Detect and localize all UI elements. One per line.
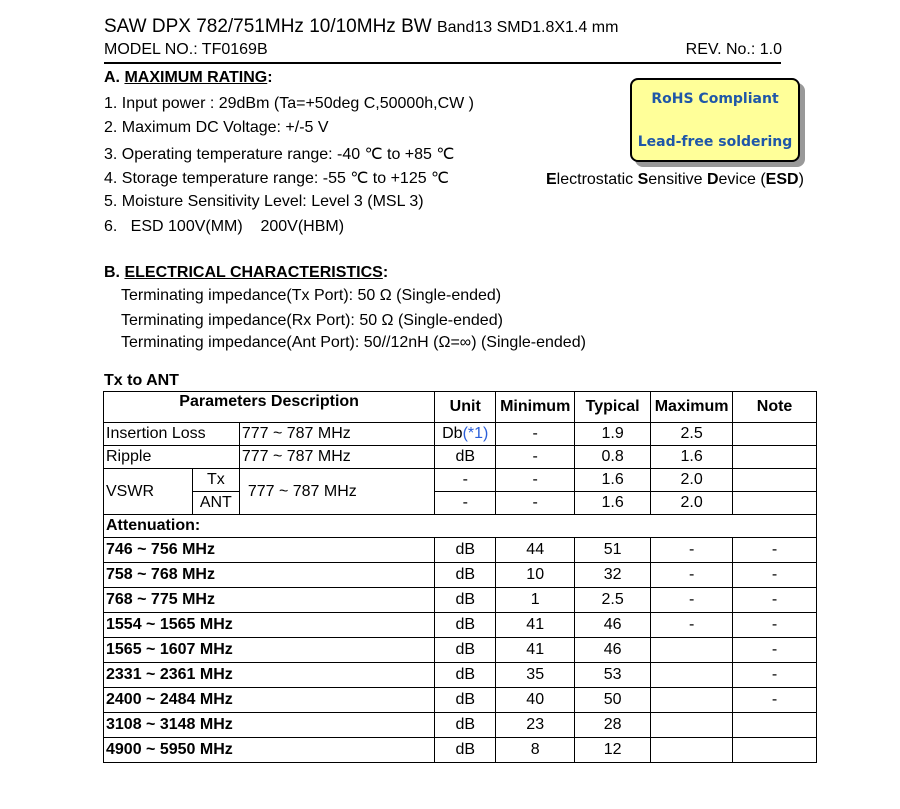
revision-number: REV. No.: 1.0 — [685, 41, 782, 58]
attenuation-typ: 32 — [575, 563, 651, 588]
attenuation-unit: dB — [435, 613, 496, 638]
attenuation-min: 35 — [496, 663, 575, 688]
attenuation-unit: dB — [435, 538, 496, 563]
attenuation-row — [104, 563, 817, 588]
param-max: 2.0 — [651, 492, 733, 515]
document-title — [104, 16, 618, 38]
attenuation-label: Attenuation: — [104, 515, 817, 538]
table-caption: Tx to ANT — [104, 372, 179, 389]
header-typical: Typical — [575, 392, 651, 423]
esd-text: lectrostatic — [556, 171, 638, 188]
attenuation-min: 10 — [496, 563, 575, 588]
param-freq: 777 ~ 787 MHz — [239, 469, 434, 515]
param-typ: 1.9 — [575, 423, 651, 446]
section-a-prefix: A. — [104, 69, 120, 86]
section-b-heading — [104, 264, 388, 282]
section-b-colon: : — [382, 264, 389, 281]
header-note: Note — [733, 392, 817, 423]
attenuation-note: - — [733, 538, 817, 563]
unit-text: Db — [442, 425, 463, 442]
section-a-title: MAXIMUM RATING — [124, 69, 268, 86]
attenuation-row — [104, 613, 817, 638]
rating-item: 5. Moisture Sensitivity Level: Level 3 (MSL 3) — [104, 193, 424, 210]
attenuation-unit: dB — [435, 738, 496, 763]
esd-text: ) — [798, 171, 804, 188]
table-row — [104, 446, 817, 469]
attenuation-freq: 1554 ~ 1565 MHz — [104, 613, 435, 638]
esd-text: ensitive — [648, 171, 707, 188]
table-row — [104, 469, 817, 492]
vswr-port: ANT — [192, 492, 239, 515]
attenuation-freq: 768 ~ 775 MHz — [104, 588, 435, 613]
table-row — [104, 423, 817, 446]
attenuation-note: - — [733, 638, 817, 663]
table-header-row — [104, 392, 817, 423]
attenuation-freq: 1565 ~ 1607 MHz — [104, 638, 435, 663]
attenuation-freq: 2331 ~ 2361 MHz — [104, 663, 435, 688]
attenuation-typ: 53 — [575, 663, 651, 688]
param-name: Ripple — [104, 446, 240, 469]
spec-table — [103, 391, 817, 763]
attenuation-min: 44 — [496, 538, 575, 563]
attenuation-freq: 2400 ~ 2484 MHz — [104, 688, 435, 713]
section-a-colon: : — [267, 69, 273, 86]
attenuation-unit: dB — [435, 588, 496, 613]
param-note — [733, 423, 817, 446]
header-parameters: Parameters Description — [104, 392, 435, 423]
attenuation-unit: dB — [435, 563, 496, 588]
attenuation-min: 1 — [496, 588, 575, 613]
attenuation-max — [651, 638, 733, 663]
attenuation-max: - — [651, 588, 733, 613]
header-divider — [104, 62, 781, 64]
header-minimum: Minimum — [496, 392, 575, 423]
attenuation-note — [733, 738, 817, 763]
attenuation-max: - — [651, 613, 733, 638]
param-max: 1.6 — [651, 446, 733, 469]
attenuation-typ: 51 — [575, 538, 651, 563]
attenuation-note: - — [733, 663, 817, 688]
esd-notice — [546, 171, 804, 189]
attenuation-max: - — [651, 538, 733, 563]
rating-item: 4. Storage temperature range: -55 ℃ to +125 ℃ — [104, 170, 450, 187]
param-min: - — [496, 446, 575, 469]
section-a-heading — [104, 69, 273, 87]
param-max: 2.5 — [651, 423, 733, 446]
param-unit: - — [435, 469, 496, 492]
attenuation-freq: 4900 ~ 5950 MHz — [104, 738, 435, 763]
rating-item: 2. Maximum DC Voltage: +/-5 V — [104, 119, 329, 136]
lead-free-label: Lead-free soldering — [637, 134, 793, 150]
rating-item: 1. Input power : 29dBm (Ta=+50deg C,50000h,CW ) — [104, 95, 474, 112]
rating-item: 6. ESD 100V(MM) 200V(HBM) — [104, 218, 345, 235]
param-typ: 1.6 — [575, 469, 651, 492]
param-unit: dB — [435, 446, 496, 469]
attenuation-typ: 12 — [575, 738, 651, 763]
attenuation-max — [651, 663, 733, 688]
param-name: VSWR — [104, 469, 193, 515]
attenuation-row — [104, 663, 817, 688]
header-unit: Unit — [435, 392, 496, 423]
section-b-prefix: B. — [104, 264, 120, 281]
attenuation-min: 23 — [496, 713, 575, 738]
param-min: - — [496, 423, 575, 446]
attenuation-row — [104, 713, 817, 738]
attenuation-min: 8 — [496, 738, 575, 763]
attenuation-unit: dB — [435, 663, 496, 688]
model-number: MODEL NO.: TF0169B — [104, 41, 268, 58]
param-min: - — [496, 469, 575, 492]
attenuation-row — [104, 738, 817, 763]
attenuation-unit: dB — [435, 713, 496, 738]
attenuation-unit: dB — [435, 638, 496, 663]
impedance-line: Terminating impedance(Tx Port): 50 Ω (Single-ended) — [121, 287, 502, 304]
param-max: 2.0 — [651, 469, 733, 492]
attenuation-typ: 46 — [575, 638, 651, 663]
attenuation-max: - — [651, 563, 733, 588]
vswr-port: Tx — [192, 469, 239, 492]
impedance-line: Terminating impedance(Ant Port): 50//12nH (Ω=∞) (Single-ended) — [121, 334, 586, 351]
attenuation-typ: 28 — [575, 713, 651, 738]
impedance-line: Terminating impedance(Rx Port): 50 Ω (Single-ended) — [121, 312, 503, 329]
rating-item: 3. Operating temperature range: -40 ℃ to +85 ℃ — [104, 146, 455, 163]
param-typ: 1.6 — [575, 492, 651, 515]
param-freq: 777 ~ 787 MHz — [239, 423, 434, 446]
param-name: Insertion Loss — [104, 423, 240, 446]
title-main: SAW DPX 782/751MHz 10/10MHz BW — [104, 16, 432, 37]
attenuation-row — [104, 638, 817, 663]
esd-e: E — [546, 171, 557, 188]
param-note — [733, 492, 817, 515]
attenuation-min: 41 — [496, 613, 575, 638]
attenuation-note: - — [733, 563, 817, 588]
attenuation-typ: 2.5 — [575, 588, 651, 613]
attenuation-row — [104, 538, 817, 563]
table-row — [104, 492, 817, 515]
param-note — [733, 446, 817, 469]
param-unit — [435, 423, 496, 446]
header-maximum: Maximum — [651, 392, 733, 423]
esd-abbrev: ESD — [765, 171, 799, 188]
attenuation-label-row — [104, 515, 817, 538]
attenuation-unit: dB — [435, 688, 496, 713]
attenuation-typ: 46 — [575, 613, 651, 638]
rohs-badge — [630, 78, 800, 162]
section-b-title: ELECTRICAL CHARACTERISTICS — [124, 264, 383, 281]
attenuation-typ: 50 — [575, 688, 651, 713]
attenuation-max — [651, 738, 733, 763]
attenuation-min: 40 — [496, 688, 575, 713]
attenuation-max — [651, 713, 733, 738]
attenuation-max — [651, 688, 733, 713]
rohs-compliant-label: RoHS Compliant — [651, 91, 779, 107]
param-typ: 0.8 — [575, 446, 651, 469]
attenuation-freq: 3108 ~ 3148 MHz — [104, 713, 435, 738]
param-freq: 777 ~ 787 MHz — [239, 446, 434, 469]
title-sub: Band13 SMD1.8X1.4 mm — [436, 19, 619, 36]
attenuation-note: - — [733, 688, 817, 713]
param-note — [733, 469, 817, 492]
attenuation-note: - — [733, 588, 817, 613]
footnote-ref: (*1) — [462, 425, 489, 442]
attenuation-row — [104, 588, 817, 613]
esd-s: S — [637, 171, 649, 188]
param-min: - — [496, 492, 575, 515]
attenuation-freq: 746 ~ 756 MHz — [104, 538, 435, 563]
esd-text: evice ( — [718, 171, 766, 188]
attenuation-min: 41 — [496, 638, 575, 663]
attenuation-freq: 758 ~ 768 MHz — [104, 563, 435, 588]
attenuation-rows — [104, 538, 817, 763]
attenuation-note: - — [733, 613, 817, 638]
attenuation-row — [104, 688, 817, 713]
param-unit: - — [435, 492, 496, 515]
attenuation-note — [733, 713, 817, 738]
esd-d: D — [706, 171, 719, 188]
